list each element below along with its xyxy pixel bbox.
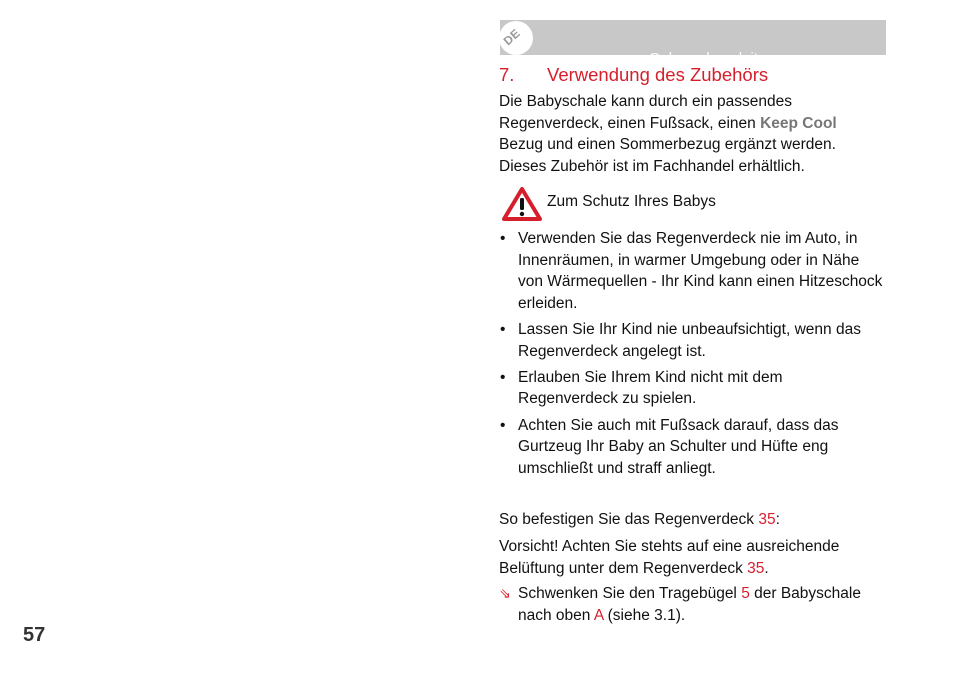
warning-icon	[501, 186, 543, 222]
warning-title: Zum Schutz Ihres Babys	[547, 193, 716, 210]
intro-paragraph	[499, 91, 884, 177]
list-item: • Erlauben Sie Ihrem Kind nicht mit dem Regenverdeck zu spielen.	[499, 367, 884, 410]
caution-ref: 35	[747, 559, 765, 577]
warning-list	[499, 228, 884, 484]
step-ref-2: A	[593, 606, 604, 624]
caution-text: Achten Sie stehts auf eine ausreichende Belüftung unter dem Regenverdeck	[499, 538, 840, 577]
attach-heading	[499, 511, 780, 529]
intro-text-2: Bezug und einen Sommerbezug ergänzt werden. Dieses Zubehör ist im Fachhandel erhältlich.	[499, 136, 836, 175]
brand-name: Keep Cool	[760, 114, 837, 132]
page-number: 57	[23, 624, 46, 646]
attach-heading-ref: 35	[758, 511, 776, 528]
section-title	[499, 64, 768, 86]
intro-text-1: Die Babyschale kann durch ein passendes Regenverdeck, einen Fußsack, einen	[499, 93, 792, 132]
list-item: • Achten Sie auch mit Fußsack darauf, dass das Gurtzeug Ihr Baby an Schulter und Hüfte eng umschließt und straff anliegt.	[499, 415, 884, 480]
section-title-text: Verwendung des Zubehörs	[547, 64, 769, 85]
step-text-3: (siehe 3.1).	[603, 606, 686, 624]
instruction-step	[499, 583, 884, 626]
caution-end: .	[764, 559, 769, 577]
caution-paragraph	[499, 536, 884, 579]
list-item: • Lassen Sie Ihr Kind nie unbeaufsichtigt, wenn das Regenverdeck angelegt ist.	[499, 319, 884, 362]
step-text-1: Schwenken Sie den Tragebügel	[518, 585, 742, 602]
attach-heading-text: So befestigen Sie das Regenverdeck	[499, 511, 759, 528]
step-ref-1: 5	[741, 585, 750, 602]
step-arrow-icon: ⇘	[499, 585, 511, 601]
caution-label: Vorsicht!	[499, 538, 559, 555]
language-badge	[499, 21, 533, 55]
section-number: 7.	[499, 64, 515, 85]
attach-heading-end: :	[775, 511, 780, 528]
document-type-label: Gebrauchsanleitung	[648, 50, 783, 67]
header-bar	[500, 20, 886, 67]
language-code: DE	[500, 25, 524, 49]
step-text-2: der Babyschale nach oben	[518, 585, 861, 624]
list-item: • Verwenden Sie das Regenverdeck nie im Auto, in Innenräumen, in warmer Umgebung oder in Nähe von Wärmequellen - Ihr Kind kann einen Hitzeschock erleiden.	[499, 228, 884, 314]
